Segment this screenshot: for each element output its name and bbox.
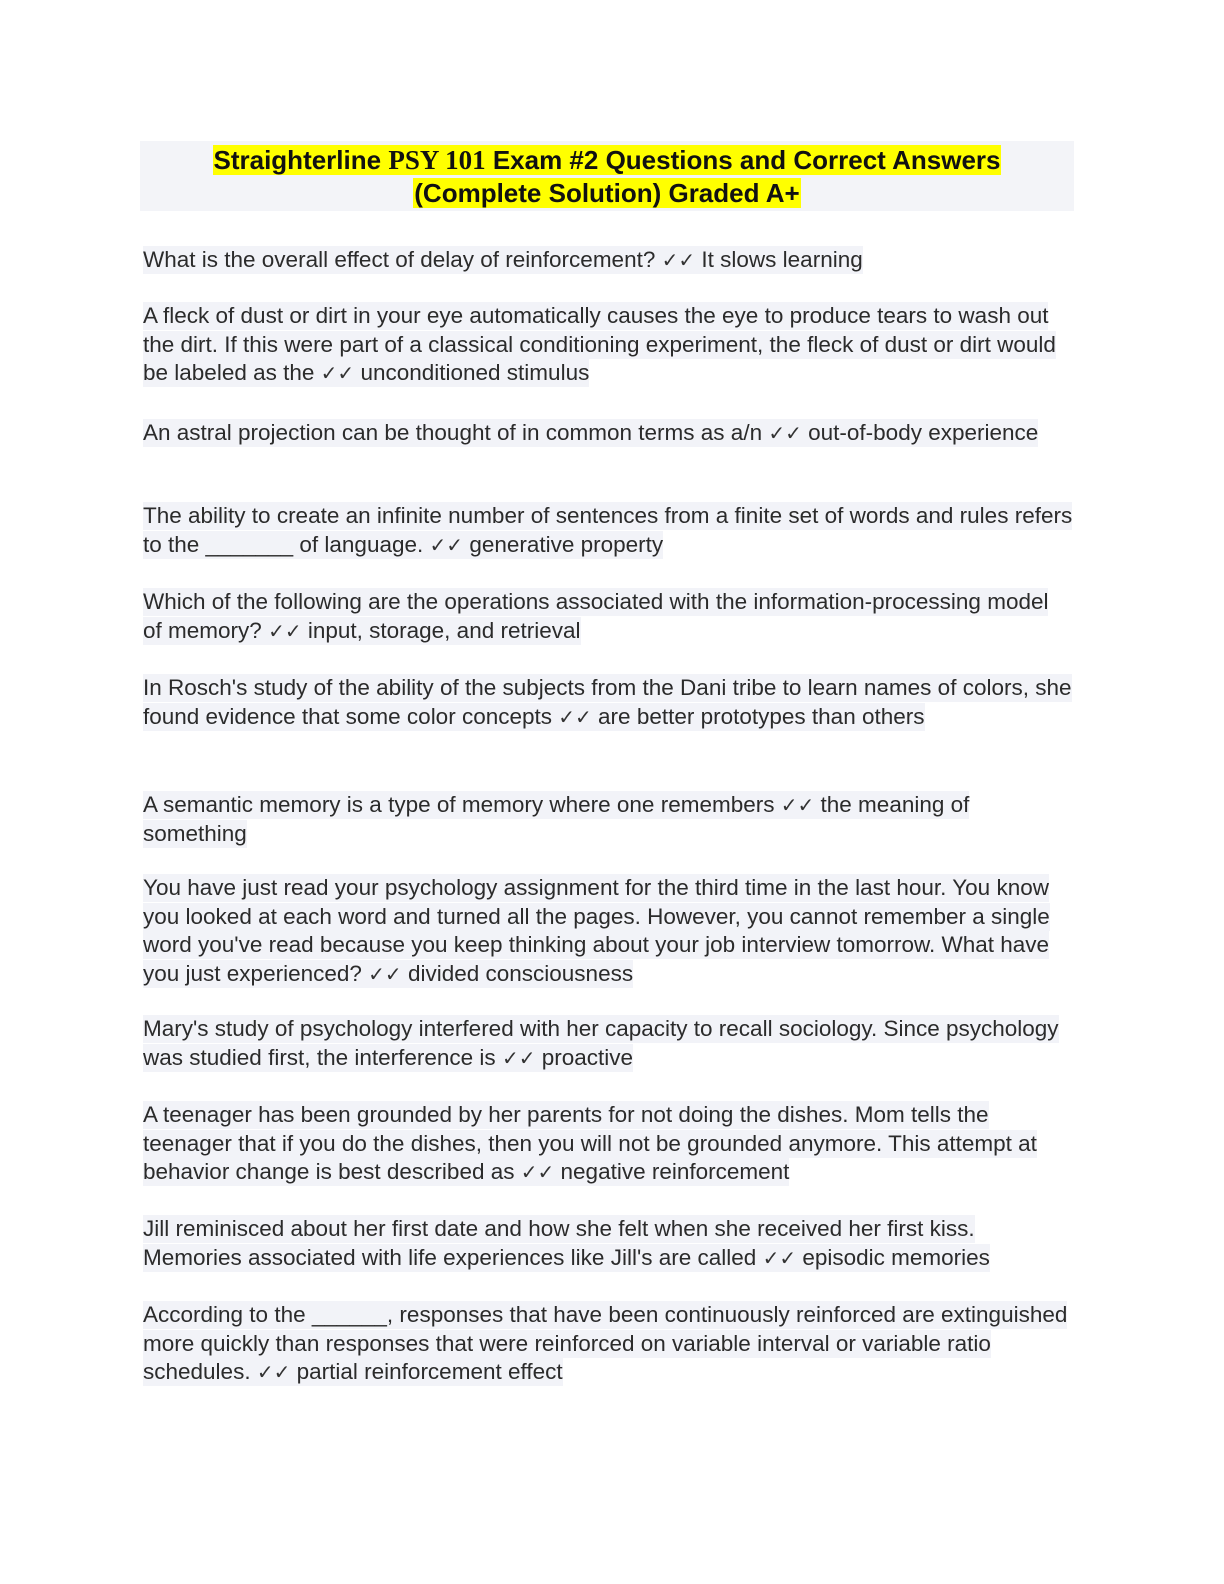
- question-text: You have just read your psychology assignment for the third time in the last hour. You know you looked at each word and turned all the pages. However, you cannot remember a single word you've read because you keep thinking about your job interview tomorrow. What have you just experienced?: [143, 875, 1050, 986]
- answer-text: episodic memories: [802, 1244, 990, 1270]
- answer-text: input, storage, and retrieval: [307, 617, 581, 643]
- title-line-1: [213, 145, 1002, 175]
- double-check-icon: ✓✓: [368, 961, 402, 986]
- title-course: PSY 101: [388, 145, 486, 175]
- answer-text: It slows learning: [701, 247, 863, 272]
- question-text: In Rosch's study of the ability of the subjects from the Dani tribe to learn names of colors, she found evidence that some color concepts: [143, 675, 1072, 729]
- title-prefix: Straighterline: [213, 145, 389, 175]
- document-title: [140, 141, 1074, 211]
- question-text: An astral projection can be thought of in common terms as a/n: [143, 420, 763, 445]
- title-line-2: (Complete Solution) Graded A+: [414, 178, 800, 208]
- double-check-icon: ✓✓: [780, 793, 815, 817]
- question-text: Mary's study of psychology interfered with her capacity to recall sociology. Since psychology was studied first, the interference is: [143, 1016, 1059, 1070]
- double-check-icon: ✓✓: [768, 421, 802, 445]
- answer-text: partial reinforcement effect: [296, 1359, 563, 1384]
- qa-item: [143, 502, 1073, 559]
- qa-item: [143, 302, 1073, 388]
- answer-text: proactive: [541, 1044, 634, 1070]
- qa-item: [143, 419, 1073, 448]
- double-check-icon: ✓✓: [268, 618, 302, 643]
- double-check-icon: ✓✓: [320, 361, 355, 385]
- qa-item: [143, 1301, 1073, 1387]
- double-check-icon: ✓✓: [256, 1360, 291, 1384]
- question-text: A semantic memory is a type of memory where one remembers: [143, 792, 775, 817]
- double-check-icon: ✓✓: [520, 1160, 555, 1184]
- qa-item: [143, 246, 1073, 275]
- qa-item: [143, 874, 1073, 988]
- double-check-icon: ✓✓: [558, 704, 592, 729]
- question-text: Which of the following are the operations associated with the information-processing model of memory?: [143, 589, 1049, 643]
- qa-item: [143, 1215, 1073, 1272]
- question-text: Jill reminisced about her first date and how she felt when she received her first kiss. Memories associated with life experiences like Jill's are called: [143, 1216, 975, 1270]
- answer-text: are better prototypes than others: [598, 703, 925, 729]
- double-check-icon: ✓✓: [762, 1245, 797, 1270]
- double-check-icon: ✓✓: [661, 248, 696, 272]
- qa-item: [143, 1101, 1073, 1187]
- answer-text: out-of-body experience: [808, 420, 1039, 445]
- answer-text: unconditioned stimulus: [360, 360, 590, 385]
- qa-item: [143, 588, 1073, 645]
- answer-text: negative reinforcement: [560, 1159, 790, 1184]
- question-text: A fleck of dust or dirt in your eye automatically causes the eye to produce tears to wash out the dirt. If this were part of a classical conditioning experiment, the fleck of dust or dirt would be labeled as the: [143, 303, 1056, 385]
- qa-item: [143, 1015, 1073, 1072]
- answer-text: generative property: [469, 531, 664, 557]
- answer-text: divided consciousness: [407, 960, 634, 986]
- qa-item: [143, 674, 1073, 731]
- question-text: What is the overall effect of delay of reinforcement?: [143, 247, 656, 272]
- question-text: A teenager has been grounded by her parents for not doing the dishes. Mom tells the teenager that if you do the dishes, then you will not be grounded anymore. This attempt at behavior change is best described as: [143, 1102, 1037, 1184]
- qa-item: [143, 791, 1073, 848]
- answer-text: the meaning of something: [143, 792, 970, 846]
- double-check-icon: ✓✓: [501, 1045, 536, 1070]
- question-text: According to the ______, responses that have been continuously reinforced are extinguished more quickly than responses that were reinforced on variable interval or variable ratio schedules.: [143, 1302, 1068, 1384]
- double-check-icon: ✓✓: [429, 532, 464, 557]
- question-text: The ability to create an infinite number of sentences from a finite set of words and rules refers to the _______ of language.: [143, 503, 1073, 557]
- title-suffix: Exam #2 Questions and Correct Answers: [485, 145, 1001, 175]
